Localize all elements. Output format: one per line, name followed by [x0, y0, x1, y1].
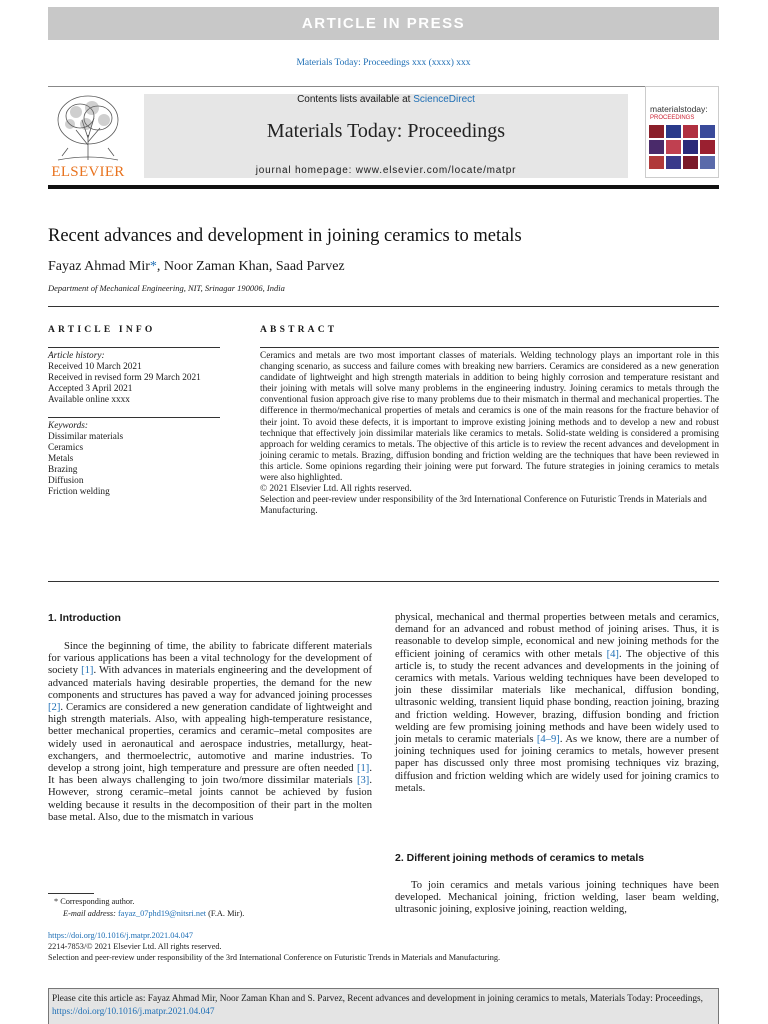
doi-block — [48, 931, 719, 963]
history-label: Article history: — [48, 351, 105, 361]
intro-text: . The objective of this article is, to study the recent advances and developments in the joining of ceramics with metals. Various welding techniques have been developed to join these dissimilar materials like mechanical, diffusion bonding, ultrasonic welding, transient liquid phase bonding, reaction joining, brazing and friction welding. However, brazing, diffusion bonding and friction welding are few promising joining methods and have been widely used to join metals to ceramic materials — [395, 648, 720, 746]
citation-link[interactable]: [1] — [356, 763, 370, 775]
author-list — [48, 259, 719, 275]
author-email-link[interactable]: fayaz_07phd19@nitsri.net — [118, 908, 207, 918]
keyword: Dissimilar materials — [48, 432, 124, 442]
corresponding-author-note: * Corresponding author. — [54, 897, 135, 906]
article-title: Recent advances and development in joining ceramics to metals — [48, 226, 522, 246]
contents-available-line — [144, 94, 628, 105]
journal-reference-link[interactable]: Materials Today: Proceedings xxx (xxxx) xxx — [296, 58, 471, 68]
keywords-rule — [48, 417, 220, 418]
cover-title: materialstoday: — [650, 104, 708, 114]
abstract-copyright: © 2021 Elsevier Ltd. All rights reserved. — [260, 484, 412, 495]
intro-text: physical, mechanical and thermal properties between metals and ceramics, demand for an advanced and robust method of joining arises. Thus, it is reasonable to develop simple, economical and new joining methods for the efficient joining of ceramics with other metals — [395, 612, 719, 660]
journal-title: Materials Today: Proceedings — [266, 120, 506, 142]
affiliation: Department of Mechanical Engineering, NIT, Srinagar 190006, India — [48, 283, 285, 293]
citation-link[interactable]: [1] — [81, 665, 94, 677]
citation-link[interactable]: [2] — [48, 702, 61, 714]
intro-text: . As we know, there are a number of joining techniques used for joining ceramics to metals, however present paper has discussed only three most promising techniques viz brazing, diffusion and friction welding which are widely used for joining cramics to metals. — [395, 734, 719, 794]
keyword: Friction welding — [48, 487, 110, 497]
cover-subtitle: PROCEEDINGS — [650, 115, 695, 121]
article-info-rule — [48, 347, 220, 348]
keyword: Metals — [48, 454, 74, 464]
divider-rule — [48, 306, 719, 307]
article-history — [48, 351, 220, 406]
history-item: Accepted 3 April 2021 — [48, 384, 133, 394]
journal-homepage-line: journal homepage: www.elsevier.com/locate/matpr — [255, 165, 517, 176]
intro-text: . With advances in materials engineering and the development of advanced materials having desirable properties, the demand for the new components and structures has paved a way for advanced joining processes — [48, 665, 373, 701]
article-info-heading: ARTICLE INFO — [48, 325, 156, 335]
peer-review-line: Selection and peer-review under responsibility of the 3rd International Conference on Futuristic Trends in Materials and Manufacturing. — [48, 952, 501, 962]
citation-doi-link[interactable]: https://doi.org/10.1016/j.matpr.2021.04.047 — [52, 1007, 215, 1017]
citation-link[interactable]: [4] — [606, 648, 619, 660]
sciencedirect-link[interactable]: ScienceDirect — [413, 94, 475, 105]
header-bottom-rule — [48, 185, 719, 189]
abstract-peer-review: Selection and peer-review under responsibility of the 3rd International Conference on Futuristic Trends in Materials and Manufacturing. — [260, 495, 707, 517]
issn-line: 2214-7853/© 2021 Elsevier Ltd. All rights reserved. — [48, 941, 222, 951]
abstract-rule — [260, 347, 719, 348]
intro-text: . Ceramics are considered a new generation candidate of lightweight and high strength materials. Also, with appealing high-temperature resistance, better mechanical properties, ceramics and ceramic–metal composites are widely used in aeronautical and aerospace industries, metallurgy, heat-exchangers, and thermoelectric, automotive and marine industries. To develop a strong joint, high temperature and pressure are often needed — [48, 702, 372, 775]
author-1[interactable]: Fayaz Ahmad Mir — [48, 259, 150, 274]
abstract-body — [260, 351, 719, 517]
citation-box — [48, 988, 719, 1024]
keywords-list — [48, 421, 220, 498]
abstract-text: Ceramics and metals are two most important classes of materials. Welding technology plays an important role in this changing scenario, as success and failure comes with breaking new barriers. Ceramics are considered as a new generation candidate of lightweight and high strength materials in addition to being highly corrosion and temperature resistant and their joining with metals will solve many problems in the engineering industry. Joining ceramics to metals through the conventional fusion approach give rise to many problems due to their mismatch in thermal and mechanical properties. The difference in thermo/mechanical properties of metals and ceramics is one of the main reasons for the fracture behavior of their joint. To avoid these defects, it is important to improve existing joining methods and to develop a new and robust technique that effectively join dissimilar materials like ceramics to metals. Solid-state welding is considered a promising approach for welding ceramics to metals. The objective of this article is to review the recent advances and development in joining ceramic to metals. Brazing, diffusion bonding and friction welding are the techniques that have been reviewed in this article. Some opinions regarding their joining were put forward. The future strategies in joining ceramics to metals were also highlighted. — [260, 351, 719, 484]
corresponding-author-mark[interactable]: * — [149, 259, 157, 274]
keyword: Ceramics — [48, 443, 84, 453]
section-2-heading: 2. Different joining methods of ceramics to metals — [395, 852, 645, 864]
elsevier-wordmark: ELSEVIER — [51, 164, 125, 180]
citation-text: Please cite this article as: Fayaz Ahmad Mir, Noor Zaman Khan and S. Parvez, Recent advances and development in joining ceramics to metals, Materials Today: Proceedings, — [52, 994, 703, 1004]
introduction-heading: 1. Introduction — [48, 612, 121, 624]
history-item: Received 10 March 2021 — [48, 362, 142, 372]
keywords-label: Keywords: — [48, 421, 88, 431]
intro-text: . However, strong ceramic–metal joints cannot be achieved by fusion welding because it results in the decomposition of their part in the molten base metal. Also, due to the mismatch in various — [48, 775, 372, 823]
intro-text: Since the beginning of time, the ability to fabricate different materials for various applications has been a vital technology for the development of society — [48, 641, 372, 677]
email-suffix: (F.A. Mir). — [206, 908, 245, 918]
citation-link[interactable]: [4–9] — [536, 734, 560, 746]
history-item: Available online xxxx — [48, 395, 130, 405]
email-label: E-mail address: — [63, 908, 118, 918]
citation-link[interactable]: [3] — [356, 775, 370, 787]
doi-link[interactable]: https://doi.org/10.1016/j.matpr.2021.04.047 — [48, 931, 194, 940]
divider-rule — [48, 581, 719, 582]
authors-rest: , Noor Zaman Khan, Saad Parvez — [156, 259, 345, 274]
keyword: Brazing — [48, 465, 78, 475]
section-2-paragraph: To join ceramics and metals various joining techniques have been developed. Mechanical joining, friction welding, laser beam welding, ultrasonic joining, explosive joining, reaction welding, — [395, 880, 719, 916]
cover-image-grid — [649, 125, 715, 169]
footnote — [54, 896, 374, 919]
contents-prefix: Contents lists available at — [297, 94, 414, 105]
introduction-paragraph — [48, 641, 372, 824]
article-in-press-banner: ARTICLE IN PRESS — [48, 7, 719, 40]
header-top-rule — [48, 86, 719, 87]
history-item: Received in revised form 29 March 2021 — [48, 373, 201, 383]
keyword: Diffusion — [48, 476, 84, 486]
footnote-rule — [48, 893, 94, 894]
abstract-heading: ABSTRACT — [260, 325, 338, 335]
journal-cover-thumbnail[interactable] — [645, 86, 719, 178]
introduction-paragraph-continued — [395, 612, 719, 795]
intro-text: . It has been always challenging to join two/more dissimilar materials — [48, 763, 372, 787]
